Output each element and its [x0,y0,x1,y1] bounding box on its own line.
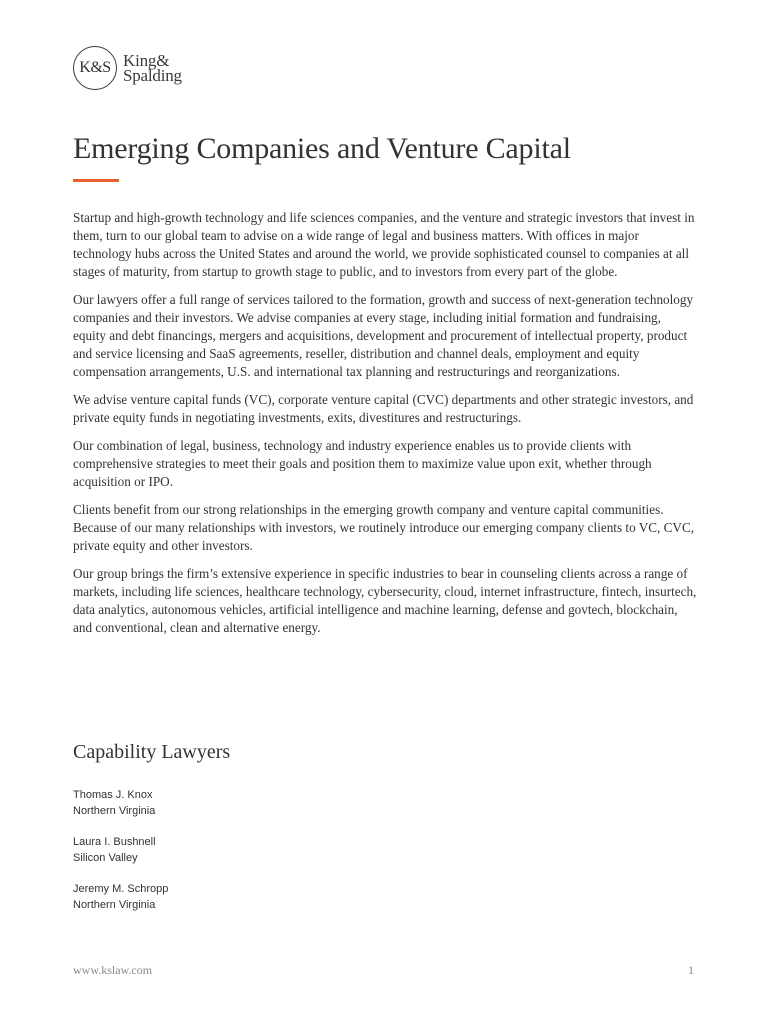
lawyer-name: Jeremy M. Schropp [73,883,169,895]
lawyer-name: Thomas J. Knox [73,789,153,801]
footer-url[interactable]: www.kslaw.com [73,963,153,977]
logo-monogram: K&S [73,46,117,90]
lawyer-location: Silicon Valley [73,852,138,864]
paragraph: Startup and high-growth technology and life sciences companies, and the venture and strategic investors that invest in them, turn to our global team to advise on a wide range of legal and business matters. With offices in major technology hubs across the United States and around the world, we provide sophisticated counsel to companies at all stages of maturity, from startup to growth stage to public, and to investors from every part of the globe. [73,210,695,279]
logo-wordmark-line2: Spalding [123,66,182,85]
lawyer-name: Laura I. Bushnell [73,836,156,848]
lawyer-list [73,787,168,928]
lawyer-entry [73,834,168,866]
paragraph: We advise venture capital funds (VC), corporate venture capital (CVC) departments and other strategic investors, and private equity funds in negotiating investments, exits, divestitures and restructurings. [73,392,694,425]
body-text [73,209,697,647]
logo-wordmark-line1: King& [123,51,170,70]
paragraph: Our lawyers offer a full range of services tailored to the formation, growth and success of next-generation technology companies and their investors. We advise companies at every stage, including initial formation and fundraising, equity and debt financings, mergers and acquisitions, development and procurement of intellectual property, product and service licensing and SaaS agreements, reseller, distribution and channel deals, employment and equity compensation arrangements, U.S. and international tax planning and restructurings and reorganizations. [73,292,694,379]
page-number: 1 [688,963,694,977]
paragraph: Our group brings the firm’s extensive experience in specific industries to bear in counseling clients across a range of markets, including life sciences, healthcare technology, cybersecurity, cloud, internet infrastructure, fintech, insurtech, data analytics, autonomous vehicles, artificial intelligence and machine learning, defense and govtech, blockchain, and conventional, clean and alternative energy. [73,566,697,635]
lawyer-entry [73,787,168,819]
lawyer-location: Northern Virginia [73,899,156,911]
paragraph: Clients benefit from our strong relationships in the emerging growth company and venture capital communities. Because of our many relationships with investors, we routinely introduce our emerging company clients to VC, CVC, private equity and other investors. [73,502,695,553]
page-title: Emerging Companies and Venture Capital [73,132,571,165]
section-title: Capability Lawyers [73,741,231,763]
firm-logo [73,46,182,90]
lawyer-location: Northern Virginia [73,805,156,817]
title-accent-rule [73,179,119,182]
logo-wordmark [123,53,182,83]
paragraph: Our combination of legal, business, technology and industry experience enables us to provide clients with comprehensive strategies to meet their goals and position them to maximize value upon exit, whether through acquisition or IPO. [73,438,652,489]
lawyer-entry [73,881,168,913]
